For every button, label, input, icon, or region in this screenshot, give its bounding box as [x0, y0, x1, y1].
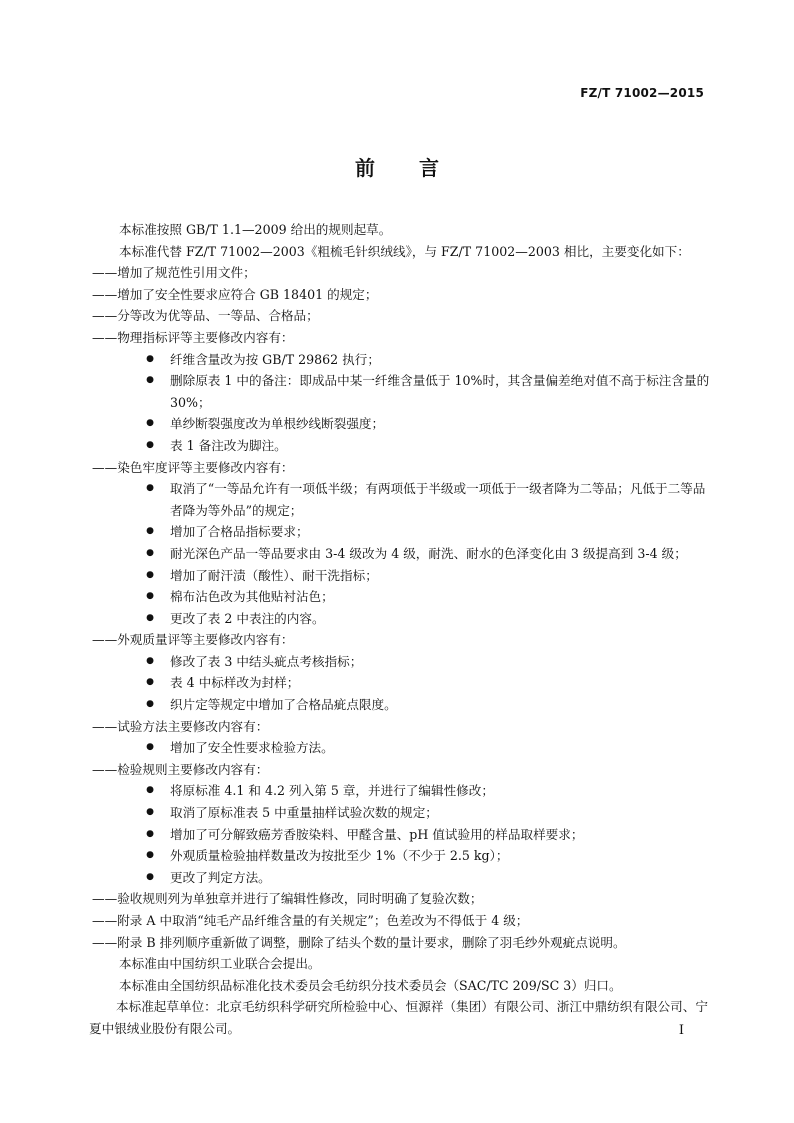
- change-item: ——分等改为优等品、一等品、合格品；: [92, 308, 319, 324]
- bullet-dot-icon: ●: [146, 547, 154, 558]
- changes-list: [92, 262, 710, 953]
- bullet-item: [92, 370, 710, 413]
- bullet-text: 织片定等规定中增加了合格品疵点限度。: [170, 697, 397, 713]
- bullet-item: [92, 824, 710, 846]
- bullet-text: 表 1 备注改为脚注。: [170, 437, 287, 453]
- bullet-text: 取消了“一等品允许有一项低半级；有两项低于半级或一项低于一级者降为二等品；凡低于二等品者降为等外品”的规定；: [170, 481, 706, 518]
- bullet-text: 更改了判定方法。: [170, 869, 271, 885]
- document-body: [89, 219, 710, 1040]
- bullet-dot-icon: ●: [146, 807, 154, 818]
- bullet-dot-icon: ●: [146, 655, 154, 666]
- bullet-text: 取消了原标准表 5 中重量抽样试验次数的规定；: [170, 805, 438, 821]
- bullet-text: 表 4 中标样改为封样；: [170, 675, 300, 691]
- bullet-item: [92, 413, 710, 435]
- bullet-item: [92, 521, 710, 543]
- bullet-dot-icon: ●: [146, 699, 154, 710]
- bullet-item: [92, 651, 710, 673]
- change-item: ——物理指标评等主要修改内容有：: [92, 329, 294, 345]
- change-item: ——验收规则列为单独章并进行了编辑性修改，同时明确了复验次数；: [92, 891, 483, 907]
- bullet-dot-icon: ●: [146, 850, 154, 861]
- bullet-dot-icon: ●: [146, 871, 154, 882]
- bullet-item: [92, 845, 710, 867]
- bullet-dot-icon: ●: [146, 526, 154, 537]
- bullet-dot-icon: ●: [146, 439, 154, 450]
- page-title: 前言: [355, 156, 483, 180]
- bullet-item: [92, 780, 710, 802]
- change-item: ——增加了规范性引用文件；: [92, 265, 256, 281]
- bullet-dot-icon: ●: [146, 612, 154, 623]
- change-item: ——外观质量评等主要修改内容有：: [92, 632, 294, 648]
- bullet-item: [92, 586, 710, 608]
- change-item: ——附录 B 排列顺序重新做了调整，删除了结头个数的量计要求，删除了羽毛纱外观疵点说明。: [92, 934, 626, 950]
- bullet-text: 耐光深色产品一等品要求由 3-4 级改为 4 级，耐洗、耐水的色泽变化由 3 级提高到 3-4 级；: [170, 545, 687, 561]
- bullet-text: 外观质量检验抽样数量改为按批至少 1%（不少于 2.5 kg）；: [170, 848, 509, 864]
- change-item: ——附录 A 中取消“纯毛产品纤维含量的有关规定”；色差改为不得低于 4 级；: [92, 913, 529, 928]
- bullet-item: [92, 802, 710, 824]
- bullet-text: 将原标准 4.1 和 4.2 列入第 5 章，并进行了编辑性修改；: [170, 783, 494, 799]
- paragraph: 本标准由全国纺织品标准化技术委员会毛纺织分技术委员会（SAC/TC 209/SC 3）归口。: [119, 977, 622, 993]
- header-code: FZ/T 71002—2015: [580, 86, 704, 100]
- bullet-item: [92, 694, 710, 716]
- bullet-text: 纤维含量改为按 GB/T 29862 执行；: [170, 351, 380, 367]
- bullet-dot-icon: ●: [146, 785, 154, 796]
- bullet-item: [92, 737, 710, 759]
- bullet-dot-icon: ●: [146, 828, 154, 839]
- bullet-text: 单纱断裂强度改为单根纱线断裂强度；: [170, 416, 385, 432]
- bullet-text: 修改了表 3 中结头疵点考核指标；: [170, 653, 363, 669]
- paragraph: 本标准按照 GB/T 1.1—2009 给出的规则起草。: [119, 222, 392, 237]
- bullet-item: [92, 478, 710, 521]
- page-number: I: [678, 1023, 684, 1038]
- paragraph: 本标准代替 FZ/T 71002—2003《粗梳毛针织绒线》，与 FZ/T 71002—2003 相比，主要变化如下：: [119, 243, 690, 259]
- bullet-dot-icon: ●: [146, 418, 154, 429]
- bullet-text: 增加了合格品指标要求；: [170, 524, 309, 540]
- bullet-dot-icon: ●: [146, 742, 154, 753]
- bullet-item: [92, 349, 710, 371]
- bullet-item: [92, 672, 710, 694]
- bullet-text: 增加了可分解致癌芳香胺染料、甲醛含量、pH 值试验用的样品取样要求；: [170, 826, 584, 842]
- bullet-dot-icon: ●: [146, 483, 154, 494]
- change-item: ——试验方法主要修改内容有：: [92, 718, 269, 734]
- bullet-dot-icon: ●: [146, 569, 154, 580]
- paragraph: 本标准由中国纺织工业联合会提出。: [119, 956, 321, 972]
- bullet-item: [92, 543, 710, 565]
- paragraph: 本标准起草单位：北京毛纺织科学研究所检验中心、恒源祥（集团）有限公司、浙江中鼎纺织有限公司、宁夏中银绒业股份有限公司。: [89, 999, 708, 1036]
- bullet-dot-icon: ●: [146, 353, 154, 364]
- bullet-text: 更改了表 2 中表注的内容。: [170, 610, 325, 626]
- bullet-item: [92, 867, 710, 889]
- bullet-text: 增加了安全性要求检验方法。: [170, 740, 334, 756]
- bullet-dot-icon: ●: [146, 375, 154, 386]
- bullet-text: 棉布沾色改为其他贴衬沾色；: [170, 589, 334, 605]
- bullet-item: [92, 608, 710, 630]
- bullet-item: [92, 565, 710, 587]
- change-item: ——增加了安全性要求应符合 GB 18401 的规定；: [92, 286, 378, 302]
- bullet-dot-icon: ●: [146, 591, 154, 602]
- bullet-text: 增加了耐汗渍（酸性）、耐干洗指标；: [170, 567, 378, 583]
- bullet-text: 删除原表 1 中的备注：即成品中某一纤维含量低于 10%时，其含量偏差绝对值不高于标注含量的 30%；: [170, 373, 710, 410]
- bullet-dot-icon: ●: [146, 677, 154, 688]
- bullet-item: [92, 435, 710, 457]
- change-item: ——检验规则主要修改内容有：: [92, 761, 269, 777]
- change-item: ——染色牢度评等主要修改内容有：: [92, 459, 294, 475]
